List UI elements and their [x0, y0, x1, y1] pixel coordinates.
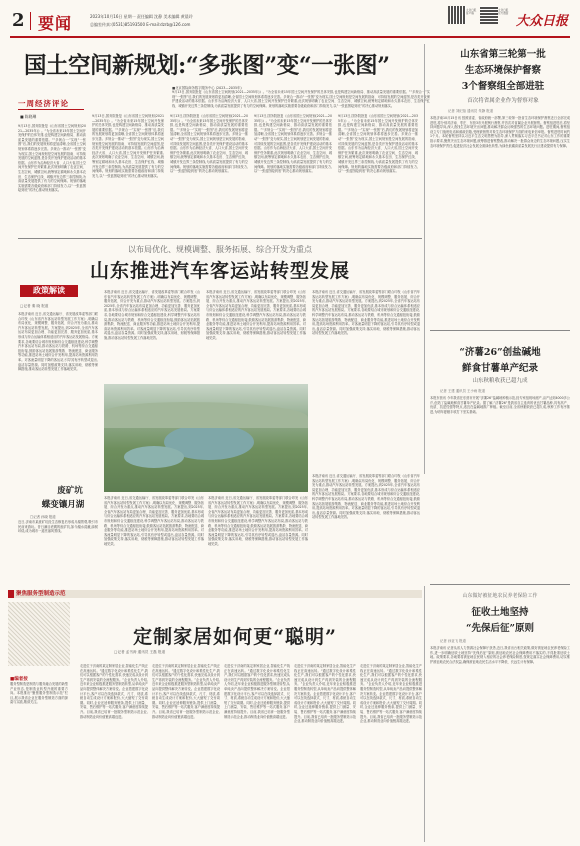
side1-subhead: 首次将省属企业作为督察对象	[467, 98, 539, 104]
side1-headline-2: 生态环境保护督察	[464, 65, 541, 76]
article2-col5: 本报济南讯 近日,省交通运输厅、省发展改革委等部门联合印发《山东省汽车客运站转型发展工作方案》,明确以布局优化、规模调整、服务拓展、综合开发为重点,推动汽车客运站转型发展。方案提出,到2025年,全省汽车客运站布局更加合理、功能更加完善、服务更加优质,基本形成与综合运输体系相适应的汽车客运站发展格局。方案要求,各地要结合城市规划和综合交通枢纽建设,科学调整汽车客运站布局,推动客运站与铁路、机场等综合交通枢纽衔接,鼓励客运站拓展旅游集散、物流配送、商业服务等功能,推进站场土地综合开发利用,提高站场资源利用效率。对客流量明显下降的客运站,引导其有序转型或退出,盘活存量资源。同时加强政策支持,落实用地、财税等保障措施,推动客运站转型发展工作落地见效。	[104, 496, 204, 546]
photo-byline: □记者 孙晓 报道	[30, 515, 56, 519]
side1-headline-1: 山东省第三轮第一批	[460, 49, 546, 60]
side3-byline: 记者 孙亚飞 报道	[440, 639, 466, 643]
article2-kicker: 以布局优化、规模调整、服务拓展、综合开发为重点	[128, 245, 312, 254]
article3-col4: 走进位于济南的某定制家居企业,智能化生产线正在高速运转。“通过数字化设计和柔性化生产,我们可以根据客户的个性化需求,快速完成从设计到生产再到安装的全流程服务。”企业负责人介绍,近年来企业积极推进服务型制造转型,从单纯卖产品向提供整体解决方案转变。企业搭建数字化设计平台,客户可以在线选择款式、尺寸、材质,系统自动生成设计方案和报价,大大缩短了交付周期。同时,企业还延伸服务链条,提供上门测量、安装、售后维护等一站式服务,客户满意度持续提升。目前,我省已培育一批服务型制造示范企业,推动制造业向价值链高端迈进。	[294, 664, 356, 724]
article2-byline: □记者 秦 晓 报道	[20, 304, 49, 308]
issue-info: 2023年10月16日 星期一 责任编辑 沈静 美术编辑 黄晨玲	[90, 14, 193, 19]
side2-body: 本报东营讯 今年我省在东营市开展“济薯26”盐碱地种植示范,经专家组现场测产,亩产达到4000多公斤,创造了盐碱地鲜食甘薯单产纪录。据了解,“济薯26”是我省自主选育的优良甘薯品种,具有高产、优质、抗逆性强等特点,适宜在盐碱地推广种植。截至目前,全省秋粮收获已超九成,秋种工作有序推进,为明年夏粮丰收打下坚实基础。	[430, 396, 570, 414]
divider-v1	[424, 44, 425, 474]
side2-subhead: 山东秋粮收获已超九成	[472, 378, 528, 384]
policy-tag-label: 政策解读	[33, 286, 65, 295]
policy-tag	[20, 285, 78, 297]
article2-col3: 本报济南讯 近日,省交通运输厅、省发展改革委等部门联合印发《山东省汽车客运站转型发展工作方案》,明确以布局优化、规模调整、服务拓展、综合开发为重点,推动汽车客运站转型发展。方案提出,到2025年,全省汽车客运站布局更加合理、功能更加完善、服务更加优质,基本形成与综合运输体系相适应的汽车客运站发展格局。方案要求,各地要结合城市规划和综合交通枢纽建设,科学调整汽车客运站布局,推动客运站与铁路、机场等综合交通枢纽衔接,鼓励客运站拓展旅游集散、物流配送、商业服务等功能,推进站场土地综合开发利用,提高站场资源利用效率。对客流量明显下降的客运站,引导其有序转型或退出,盘活存量资源。同时加强政策支持,落实用地、财税等保障措施,推动客运站转型发展工作落地见效。	[206, 290, 306, 340]
photo-title-2: 蝶变镶月湖	[41, 500, 85, 510]
article3-title: 定制家居如何更“聪明”	[133, 626, 337, 648]
banner-label: 聚焦服务型制造示范	[16, 591, 66, 597]
article1-photo-lead: ■北京国际商务数字服务中心 (2023—2035年)	[172, 86, 242, 90]
side1-byline: 记者 刘纪蓓 通讯员 朱静 报道	[448, 109, 493, 113]
article1-byline: ■ 陈晓琳	[20, 114, 37, 119]
editor-note-text: 服务型制造是制造与服务融合发展的新型产业形态,是制造业转型升级的重要方向。本报推出“聚焦服务型制造示范”栏目,展示我省企业在服务型制造方面的探索与实践,敬请关注。	[10, 682, 68, 705]
article2-col7: 本报济南讯 近日,省交通运输厅、省发展改革委等部门联合印发《山东省汽车客运站转型发展工作方案》,明确以布局优化、规模调整、服务拓展、综合开发为重点,推动汽车客运站转型发展。方案提出,到2025年,全省汽车客运站布局更加合理、功能更加完善、服务更加优质,基本形成与综合运输体系相适应的汽车客运站发展格局。方案要求,各地要结合城市规划和综合交通枢纽建设,科学调整汽车客运站布局,推动客运站与铁路、机场等综合交通枢纽衔接,鼓励客运站拓展旅游集散、物流配送、商业服务等功能,推进站场土地综合开发利用,提高站场资源利用效率。对客流量明显下降的客运站,引导其有序转型或退出,盘活存量资源。同时加强政策支持,落实用地、财税等保障措施,推动客运站转型发展工作落地见效。	[312, 474, 420, 520]
editor-note-bg	[8, 602, 70, 666]
side2-title: “济薯26”创盐碱地	[459, 347, 541, 358]
photo-title-1: 废矿坑	[57, 486, 83, 496]
article1-col2: 9月13日,国务院批复《山东省国土空间规划(2021—2035年)》。“为全省未来15年国土空间开发保护的总体安排,也是构建空间新格局、推动高质量发展的重要依据。”“多规合一”实现“一张图”后,我们的发展规划将更加清晰,全省国土空间规划体系将逐步完善。多规合一推动“一张图”变为现实,国土空间规划是空间发展的指南、可持续发展的空间蓝图,是各类开发保护建设活动的基本依据。山东作为沿海经济大省、人口大省,国土空间开发保护任务繁重,此次规划明确了农业空间、生态空间、城镇空间,统筹划定耕地和永久基本农田、生态保护红线、城镇开发边界三条控制线,为高质量发展提供了有力的空间保障。规划的落地实施需要各级政府和部门持续发力,以“一张蓝图绘到底”的决心推动规划落实。	[92, 114, 164, 178]
article2-col1: 本报济南讯 近日,省交通运输厅、省发展改革委等部门联合印发《山东省汽车客运站转型发展工作方案》,明确以布局优化、规模调整、服务拓展、综合开发为重点,推动汽车客运站转型发展。方案提出,到2025年,全省汽车客运站布局更加合理、功能更加完善、服务更加优质,基本形成与综合运输体系相适应的汽车客运站发展格局。方案要求,各地要结合城市规划和综合交通枢纽建设,科学调整汽车客运站布局,推动客运站与铁路、机场等综合交通枢纽衔接,鼓励客运站拓展旅游集散、物流配送、商业服务等功能,推进站场土地综合开发利用,提高站场资源利用效率。对客流量明显下降的客运站,引导其有序转型或退出,盘活存量资源。同时加强政策支持,落实用地、财税等保障措施,推动客运站转型发展工作落地见效。	[18, 312, 98, 372]
divider-v2	[424, 586, 425, 842]
qr-code-1	[448, 6, 466, 24]
newspaper-logo: 大众日报	[516, 14, 569, 29]
article1-col4: 9月13日,国务院批复《山东省国土空间规划(2021—2035年)》。“为全省未来15年国土空间开发保护的总体安排,也是构建空间新格局、推动高质量发展的重要依据。”“多规合一”实现“一张图”后,我们的发展规划将更加清晰,全省国土空间规划体系将逐步完善。多规合一推动“一张图”变为现实,国土空间规划是空间发展的指南、可持续发展的空间蓝图,是各类开发保护建设活动的基本依据。山东作为沿海经济大省、人口大省,国土空间开发保护任务繁重,此次规划明确了农业空间、生态空间、城镇空间,统筹划定耕地和永久基本农田、生态保护红线、城镇开发边界三条控制线,为高质量发展提供了有力的空间保障。规划的落地实施需要各级政府和部门持续发力,以“一张蓝图绘到底”的决心推动规划落实。	[254, 114, 332, 174]
side3-kicker: 山东做好被征地农民养老保险工作	[462, 593, 538, 599]
article3-col1: 走进位于济南的某定制家居企业,智能化生产线正在高速运转。“通过数字化设计和柔性化生产,我们可以根据客户的个性化需求,快速完成从设计到生产再到安装的全流程服务。”企业负责人介绍,近年来企业积极推进服务型制造转型,从单纯卖产品向提供整体解决方案转变。企业搭建数字化设计平台,客户可以在线选择款式、尺寸、材质,系统自动生成设计方案和报价,大大缩短了交付周期。同时,企业还延伸服务链条,提供上门测量、安装、售后维护等一站式服务,客户满意度持续提升。目前,我省已培育一批服务型制造示范企业,推动制造业向价值链高端迈进。	[80, 664, 148, 719]
article3-col3: 走进位于济南的某定制家居企业,智能化生产线正在高速运转。“通过数字化设计和柔性化生产,我们可以根据客户的个性化需求,快速完成从设计到生产再到安装的全流程服务。”企业负责人介绍,近年来企业积极推进服务型制造转型,从单纯卖产品向提供整体解决方案转变。企业搭建数字化设计平台,客户可以在线选择款式、尺寸、材质,系统自动生成设计方案和报价,大大缩短了交付周期。同时,企业还延伸服务链条,提供上门测量、安装、售后维护等一站式服务,客户满意度持续提升。目前,我省已培育一批服务型制造示范企业,推动制造业向价值链高端迈进。	[224, 664, 290, 719]
article1-photo-caption: 9月13日,国务院批复《山东省国土空间规划(2021—2035年)》。“为全省未来15年国土空间开发保护的总体安排,也是构建空间新格局、推动高质量发展的重要依据。”“多规合一”实现“一张图”后,我们的发展规划将更加清晰,全省国土空间规划体系将逐步完善。多规合一推动“一张图”变为现实,国土空间规划是空间发展的指南、可持续发展的空间蓝图,是各类开发保护建设活动的基本依据。山东作为沿海经济大省、人口大省,国土空间开发保护任务繁重,此次规划明确了农业空间、生态空间、城镇空间,统筹划定耕地和永久基本农田、生态保护红线、城镇开发边界三条控制线,为高质量发展提供了有力的空间保障。规划的落地实施需要各级政府和部门持续发力,以“一张蓝图绘到底”的决心推动规划落实。	[172, 90, 430, 108]
article3-byline: □记者 孟书涛 通讯员 王磊 报道	[114, 650, 166, 654]
side3-title: 征收土地坚持	[471, 607, 529, 618]
article1-col1: 9月13日,国务院批复《山东省国土空间规划(2021—2035年)》。“为全省未来15年国土空间开发保护的总体安排,也是构建空间新格局、推动高质量发展的重要依据。”“多规合一”实现“一张图”后,我们的发展规划将更加清晰,全省国土空间规划体系将逐步完善。多规合一推动“一张图”变为现实,国土空间规划是空间发展的指南、可持续发展的空间蓝图,是各类开发保护建设活动的基本依据。山东作为沿海经济大省、人口大省,国土空间开发保护任务繁重,此次规划明确了农业空间、生态空间、城镇空间,统筹划定耕地和永久基本农田、生态保护红线、城镇开发边界三条控制线,为高质量发展提供了有力的空间保障。规划的落地实施需要各级政府和部门持续发力,以“一张蓝图绘到底”的决心推动规划落实。	[18, 124, 86, 193]
lake-water-2	[124, 446, 184, 468]
article3-col2: 走进位于济南的某定制家居企业,智能化生产线正在高速运转。“通过数字化设计和柔性化生产,我们可以根据客户的个性化需求,快速完成从设计到生产再到安装的全流程服务。”企业负责人介绍,近年来企业积极推进服务型制造转型,从单纯卖产品向提供整体解决方案转变。企业搭建数字化设计平台,客户可以在线选择款式、尺寸、材质,系统自动生成设计方案和报价,大大缩短了交付周期。同时,企业还延伸服务链条,提供上门测量、安装、售后维护等一站式服务,客户满意度持续提升。目前,我省已培育一批服务型制造示范企业,推动制造业向价值链高端迈进。	[152, 664, 220, 719]
lake-photo	[104, 384, 308, 492]
article2-title: 山东推进汽车客运站转型发展	[89, 260, 350, 282]
review-tag: 一周经济评论	[18, 99, 69, 108]
article2-col4: 本报济南讯 近日,省交通运输厅、省发展改革委等部门联合印发《山东省汽车客运站转型发展工作方案》,明确以布局优化、规模调整、服务拓展、综合开发为重点,推动汽车客运站转型发展。方案提出,到2025年,全省汽车客运站布局更加合理、功能更加完善、服务更加优质,基本形成与综合运输体系相适应的汽车客运站发展格局。方案要求,各地要结合城市规划和综合交通枢纽建设,科学调整汽车客运站布局,推动客运站与铁路、机场等综合交通枢纽衔接,鼓励客运站拓展旅游集散、物流配送、商业服务等功能,推进站场土地综合开发利用,提高站场资源利用效率。对客流量明显下降的客运站,引导其有序转型或退出,盘活存量资源。同时加强政策支持,落实用地、财税等保障措施,推动客运站转型发展工作落地见效。	[312, 290, 420, 336]
article1-title: 国土空间新规划:“多张图”变“一张图”	[24, 53, 390, 79]
article3-col5: 走进位于济南的某定制家居企业,智能化生产线正在高速运转。“通过数字化设计和柔性化生产,我们可以根据客户的个性化需求,快速完成从设计到生产再到安装的全流程服务。”企业负责人介绍,近年来企业积极推进服务型制造转型,从单纯卖产品向提供整体解决方案转变。企业搭建数字化设计平台,客户可以在线选择款式、尺寸、材质,系统自动生成设计方案和报价,大大缩短了交付周期。同时,企业还延伸服务链条,提供上门测量、安装、售后维护等一站式服务,客户满意度持续提升。目前,我省已培育一批服务型制造示范企业,推动制造业向价值链高端迈进。	[360, 664, 422, 724]
photo-caption-text: 近日,济南市某废矿坑经生态修复后形成月湖景观,吸引市民前来游玩。昔日满目疮痍的废矿坑,如今湖水清澈,绿树环绕,成为城市一道亮丽风景线。	[18, 520, 98, 534]
article2-col2: 本报济南讯 近日,省交通运输厅、省发展改革委等部门联合印发《山东省汽车客运站转型发展工作方案》,明确以布局优化、规模调整、服务拓展、综合开发为重点,推动汽车客运站转型发展。方案提出,到2025年,全省汽车客运站布局更加合理、功能更加完善、服务更加优质,基本形成与综合运输体系相适应的汽车客运站发展格局。方案要求,各地要结合城市规划和综合交通枢纽建设,科学调整汽车客运站布局,推动客运站与铁路、机场等综合交通枢纽衔接,鼓励客运站拓展旅游集散、物流配送、商业服务等功能,推进站场土地综合开发利用,提高站场资源利用效率。对客流量明显下降的客运站,引导其有序转型或退出,盘活存量资源。同时加强政策支持,落实用地、财税等保障措施,推动客运站转型发展工作落地见效。	[104, 290, 200, 340]
hills	[104, 402, 308, 428]
side2-title2: 鲜食甘薯单产纪录	[461, 363, 538, 374]
masthead	[0, 0, 580, 40]
masthead-rule	[10, 36, 570, 38]
qr1-label: 大众日报 客户端	[466, 9, 477, 16]
page-number-divider	[30, 12, 31, 30]
article2-col6: 本报济南讯 近日,省交通运输厅、省发展改革委等部门联合印发《山东省汽车客运站转型发展工作方案》,明确以布局优化、规模调整、服务拓展、综合开发为重点,推动汽车客运站转型发展。方案提出,到2025年,全省汽车客运站布局更加合理、功能更加完善、服务更加优质,基本形成与综合运输体系相适应的汽车客运站发展格局。方案要求,各地要结合城市规划和综合交通枢纽建设,科学调整汽车客运站布局,推动客运站与铁路、机场等综合交通枢纽衔接,鼓励客运站拓展旅游集散、物流配送、商业服务等功能,推进站场土地综合开发利用,提高站场资源利用效率。对客流量明显下降的客运站,引导其有序转型或退出,盘活存量资源。同时加强政策支持,落实用地、财税等保障措施,推动客运站转型发展工作落地见效。	[208, 496, 308, 546]
section-banner	[8, 590, 422, 598]
side2-byline: 记者 王建 通讯员 王小雨 报道	[440, 389, 485, 393]
editor-note-tag: ■编者按	[10, 677, 28, 682]
editor-note-box	[8, 602, 70, 842]
side1-headline-3: 3个督察组全部进驻	[461, 81, 545, 92]
divider-h-side1	[430, 330, 570, 331]
contact-info: 总编室传真:(0531)85193500 E-mail:dzrb@126.com	[90, 22, 191, 27]
banner-marker	[8, 590, 14, 598]
divider-h1	[18, 238, 422, 239]
section-title: 要闻	[38, 14, 73, 33]
side1-body: 本报济南10月15日讯 按照省委、省政府统一部署,第三轮第一批省生态环境保护督察近日全部完成进驻,将分别对济南、枣庄、东营3市开展例行督察,并首次对省属企业开展督察。督察组进驻后,将坚持问题导向,深入查找生态环境突出问题,推动解决群众反映强烈的生态环境问题。进驻期间,督察组设立专门值班电话和邮政信箱,受理被督察对象生态环境保护方面的来电来信举报。督察进驻时间约1个月。本轮督察坚持以习近平生态文明思想为指导,深入贯彻落实习近平总书记对山东工作的重要指示要求,聚焦突出生态环境问题,统筹推进督察整改,推动解决一批群众身边的生态环境问题,压实生态环境保护责任,促进经济社会发展全面绿色转型,为绿色低碳高质量发展先行区建设提供有力保障。	[430, 116, 570, 148]
review-tag-rule	[18, 109, 84, 110]
side3-body: 本报济南讯 记者从省人力资源社会保障厅获悉,近日,我省出台相关政策,做好被征地农民养老保险工作,进一步明确征收土地坚持“先保后征”原则,被征地农民社会保障费用不落实的,不得批准征收土地。政策要求,各地要将被征地农民纳入相应的社会养老保险制度,按规定落实社会保障费用,切实维护被征地农民合法权益,确保被征地农民生活水平不降低、长远生计有保障。	[430, 646, 570, 664]
qr-code-2	[480, 6, 498, 24]
side3-title2: “先保后征”原则	[466, 623, 534, 634]
qr2-label: 大众日报 官方微信	[498, 9, 509, 16]
article1-col3: 9月13日,国务院批复《山东省国土空间规划(2021—2035年)》。“为全省未来15年国土空间开发保护的总体安排,也是构建空间新格局、推动高质量发展的重要依据。”“多规合一”实现“一张图”后,我们的发展规划将更加清晰,全省国土空间规划体系将逐步完善。多规合一推动“一张图”变为现实,国土空间规划是空间发展的指南、可持续发展的空间蓝图,是各类开发保护建设活动的基本依据。山东作为沿海经济大省、人口大省,国土空间开发保护任务繁重,此次规划明确了农业空间、生态空间、城镇空间,统筹划定耕地和永久基本农田、生态保护红线、城镇开发边界三条控制线,为高质量发展提供了有力的空间保障。规划的落地实施需要各级政府和部门持续发力,以“一张蓝图绘到底”的决心推动规划落实。	[170, 114, 248, 174]
divider-h-side2	[430, 584, 570, 585]
page-number: 2	[12, 10, 25, 31]
article1-col5: 9月13日,国务院批复《山东省国土空间规划(2021—2035年)》。“为全省未来15年国土空间开发保护的总体安排,也是构建空间新格局、推动高质量发展的重要依据。”“多规合一”实现“一张图”后,我们的发展规划将更加清晰,全省国土空间规划体系将逐步完善。多规合一推动“一张图”变为现实,国土空间规划是空间发展的指南、可持续发展的空间蓝图,是各类开发保护建设活动的基本依据。山东作为沿海经济大省、人口大省,国土空间开发保护任务繁重,此次规划明确了农业空间、生态空间、城镇空间,统筹划定耕地和永久基本农田、生态保护红线、城镇开发边界三条控制线,为高质量发展提供了有力的空间保障。规划的落地实施需要各级政府和部门持续发力,以“一张蓝图绘到底”的决心推动规划落实。	[338, 114, 418, 174]
